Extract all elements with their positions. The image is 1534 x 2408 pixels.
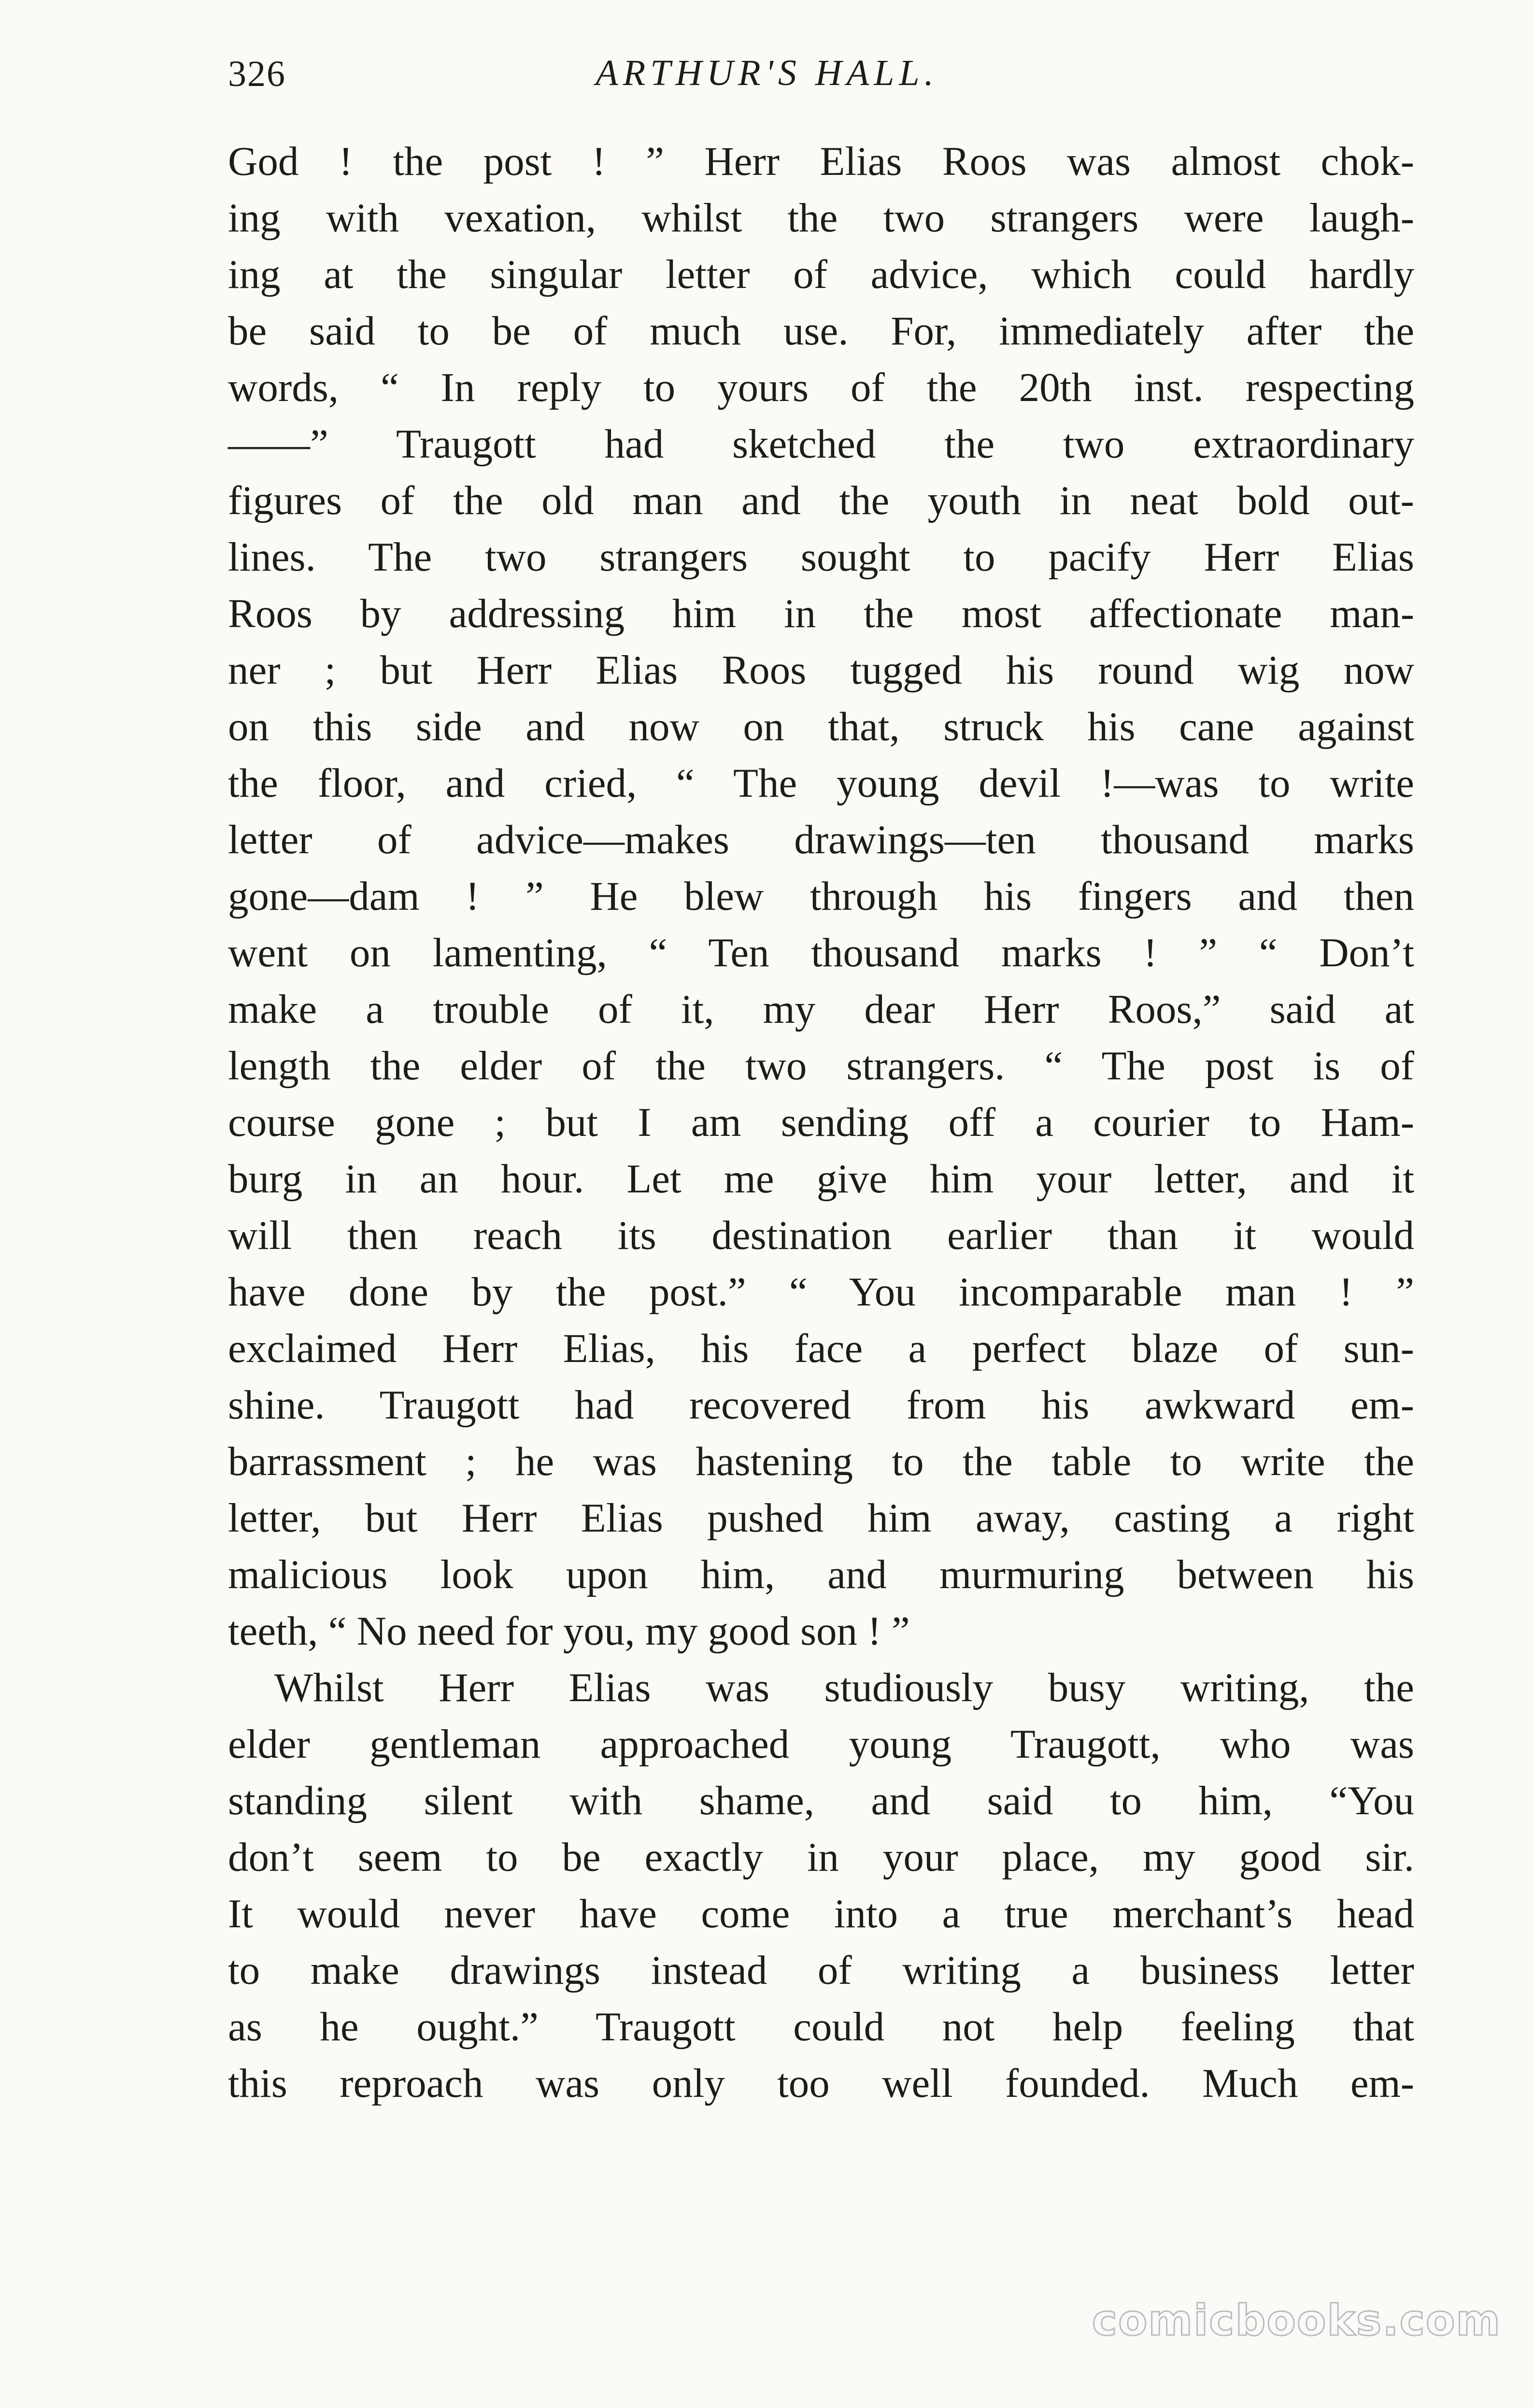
- running-title: ARTHUR'S HALL.: [596, 53, 938, 93]
- body-text: [228, 133, 1414, 2112]
- text-line: words, “ In reply to yours of the 20th inst. respecting: [228, 365, 1414, 410]
- watermark-logo: comicbooks.com: [1092, 2295, 1501, 2345]
- text-line: course gone ; but I am sending off a courier to Ham-: [228, 1100, 1414, 1145]
- text-line: teeth, “ No need for you, my good son ! ”: [228, 1608, 910, 1654]
- text-line: this reproach was only too well founded. Much em-: [228, 2061, 1414, 2106]
- text-line: on this side and now on that, struck his cane against: [228, 704, 1414, 749]
- text-line: burg in an hour. Let me give him your letter, and it: [228, 1156, 1414, 1202]
- text-line: as he ought.” Traugott could not help feeling that: [228, 2004, 1414, 2050]
- text-line: make a trouble of it, my dear Herr Roos,” said at: [228, 987, 1414, 1032]
- text-line: will then reach its destination earlier than it would: [228, 1213, 1414, 1258]
- text-line: standing silent with shame, and said to him, “You: [228, 1778, 1414, 1823]
- text-line: gone—dam ! ” He blew through his fingers and then: [228, 874, 1414, 919]
- text-line: ner ; but Herr Elias Roos tugged his round wig now: [228, 647, 1414, 693]
- text-line: letter of advice—makes drawings—ten thousand marks: [228, 817, 1414, 862]
- text-line: letter, but Herr Elias pushed him away, casting a right: [228, 1495, 1414, 1541]
- text-line: be said to be of much use. For, immediately after the: [228, 308, 1414, 354]
- text-line: don’t seem to be exactly in your place, my good sir.: [228, 1835, 1414, 1880]
- page-number: 326: [228, 54, 286, 94]
- text-line: shine. Traugott had recovered from his awkward em-: [228, 1382, 1414, 1428]
- text-line: ——” Traugott had sketched the two extraordinary: [228, 421, 1414, 467]
- text-line: It would never have come into a true merchant’s head: [228, 1891, 1414, 1936]
- text-line: ing at the singular letter of advice, which could hardly: [228, 252, 1414, 297]
- text-line: malicious look upon him, and murmuring between his: [228, 1552, 1414, 1597]
- text-line: figures of the old man and the youth in neat bold out-: [228, 478, 1414, 523]
- text-line: barrassment ; he was hastening to the table to write the: [228, 1439, 1414, 1484]
- text-line: ing with vexation, whilst the two strangers were laugh-: [228, 195, 1414, 241]
- text-line: Roos by addressing him in the most affectionate man-: [228, 591, 1414, 636]
- text-line: to make drawings instead of writing a business letter: [228, 1948, 1414, 1993]
- text-line: went on lamenting, “ Ten thousand marks ! ” “ Don’t: [228, 930, 1414, 975]
- text-line: lines. The two strangers sought to pacify Herr Elias: [228, 534, 1414, 580]
- text-line: elder gentleman approached young Traugott, who was: [228, 1721, 1414, 1767]
- text-line: have done by the post.” “ You incomparable man ! ”: [228, 1269, 1414, 1315]
- text-line: the floor, and cried, “ The young devil !—was to write: [228, 760, 1414, 806]
- text-line: exclaimed Herr Elias, his face a perfect blaze of sun-: [228, 1326, 1414, 1371]
- text-line: Whilst Herr Elias was studiously busy writing, the: [274, 1665, 1414, 1710]
- text-line: length the elder of the two strangers. “ The post is of: [228, 1043, 1414, 1089]
- text-line: God ! the post ! ” Herr Elias Roos was almost chok-: [228, 139, 1414, 184]
